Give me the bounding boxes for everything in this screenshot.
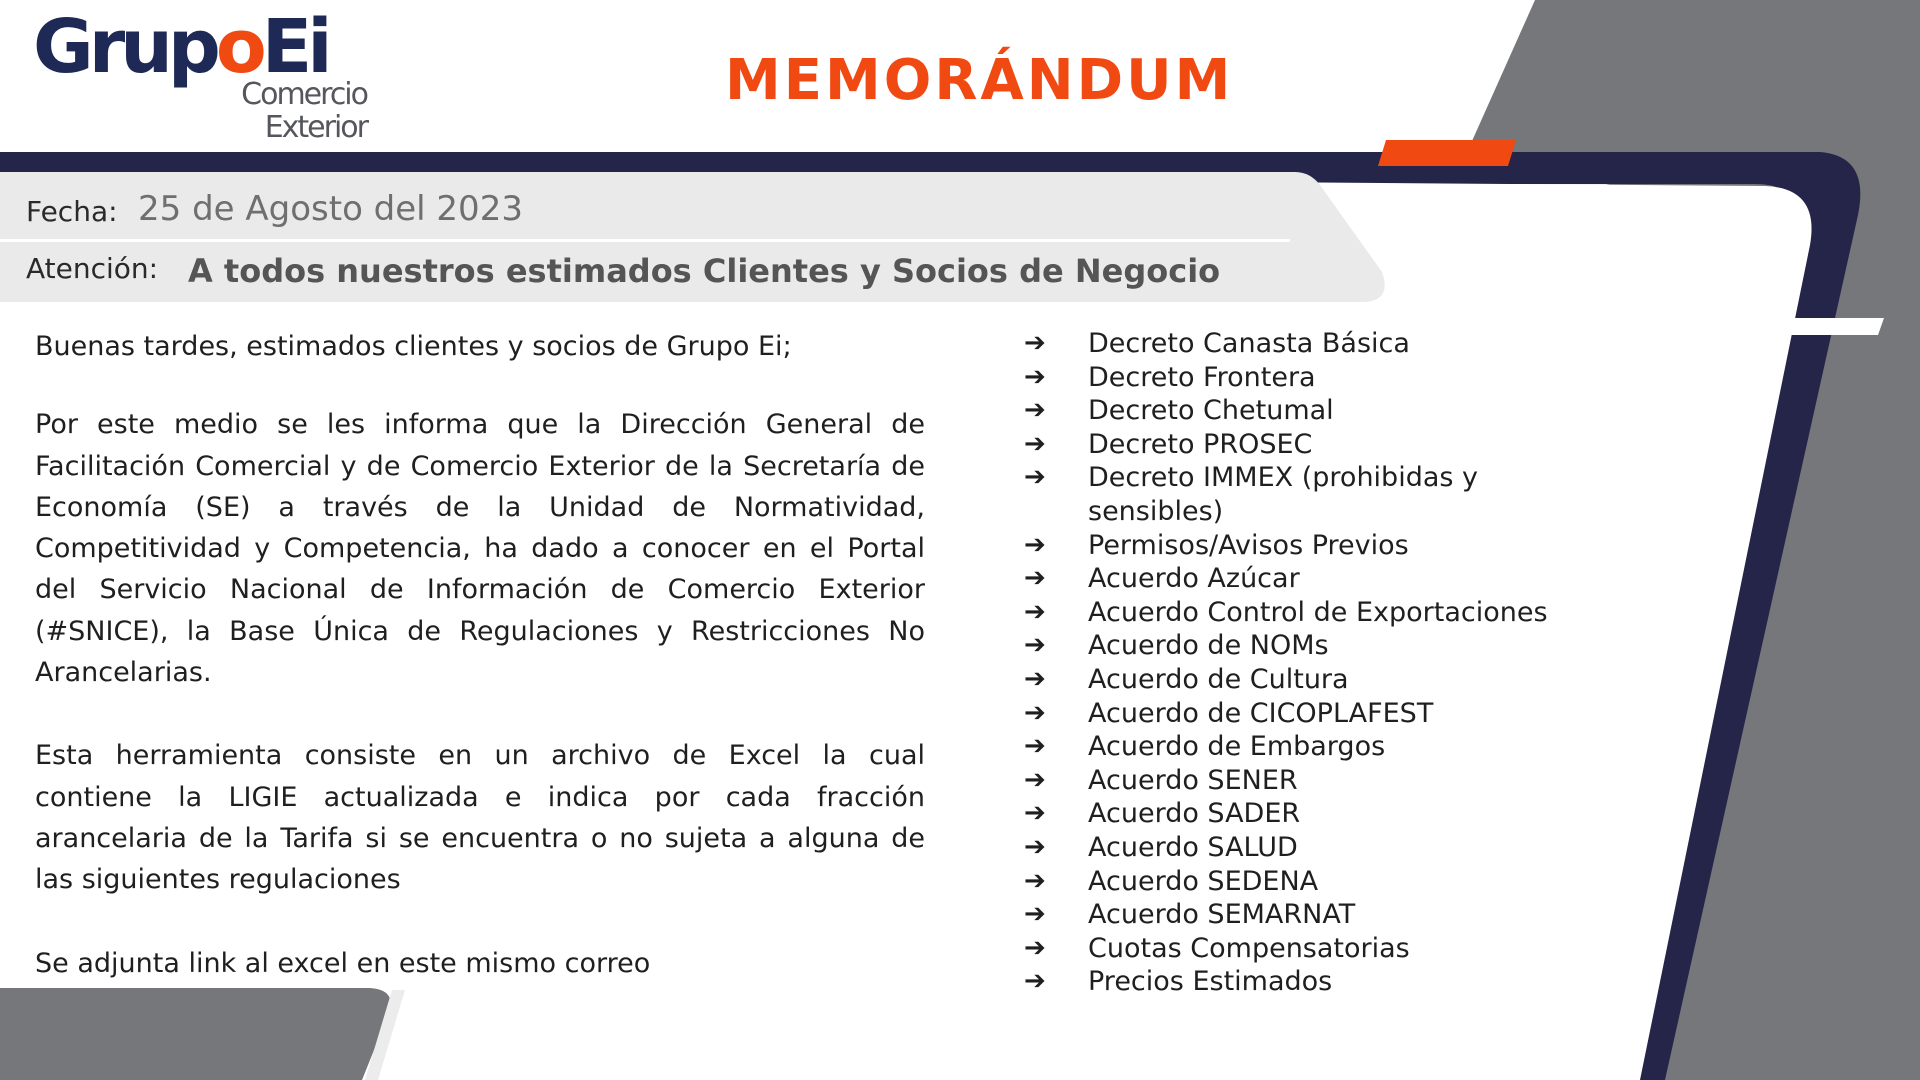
regulations-list: [1024, 327, 1584, 999]
list-item: [1024, 697, 1584, 731]
list-item: [1024, 663, 1584, 697]
arrow-right-icon: ➔: [1024, 798, 1046, 829]
arrow-right-icon: ➔: [1024, 831, 1046, 862]
list-item: [1024, 865, 1584, 899]
list-item: [1024, 596, 1584, 630]
list-item-label: Acuerdo SADER: [1088, 798, 1301, 830]
list-item-label: Acuerdo de Embargos: [1088, 731, 1386, 763]
list-item: [1024, 428, 1584, 462]
list-item: [1024, 730, 1584, 764]
arrow-right-icon: ➔: [1024, 428, 1046, 459]
list-item-label: Decreto Canasta Básica: [1088, 328, 1410, 359]
logo-wordmark: [33, 4, 328, 90]
list-item: [1024, 562, 1584, 596]
list-item: [1024, 394, 1584, 428]
list-item-label: Decreto PROSEC: [1088, 428, 1313, 460]
list-item-label: Acuerdo Control de Exportaciones: [1088, 596, 1548, 628]
arrow-right-icon: ➔: [1024, 966, 1046, 997]
list-item-label: Decreto Chetumal: [1088, 395, 1334, 427]
logo-subtitle-line2: Exterior: [264, 110, 367, 145]
date-label: Fecha:: [26, 195, 118, 228]
list-item-label: Acuerdo de Cultura: [1088, 663, 1349, 695]
arrow-right-icon: ➔: [1024, 361, 1046, 392]
date-value: 25 de Agosto del 2023: [138, 189, 523, 229]
list-item-label: Permisos/Avisos Previos: [1088, 529, 1409, 561]
arrow-right-icon: ➔: [1024, 596, 1046, 627]
list-item: [1024, 965, 1584, 999]
list-item: [1024, 764, 1584, 798]
paragraph-intro: Por este medio se les informa que la Dirección General de Facilitación Comercial y de Comercio Exterior de la Secretaría de Economía (SE) a través de la Unidad de Normatividad, Competitividad y Competencia, ha dado a conocer en el Portal del Servicio Nacional de Información de Comercio Exterior (#SNICE), la Base Única de Regulaciones y Restricciones No Arancelarias.: [35, 409, 925, 689]
list-item: [1024, 461, 1584, 528]
list-item-label: Precios Estimados: [1088, 966, 1333, 998]
arrow-right-icon: ➔: [1024, 328, 1046, 358]
greeting-text: Buenas tardes, estimados clientes y socios de Grupo Ei;: [35, 331, 792, 362]
company-logo: [33, 4, 367, 145]
bottom-left-shape: [0, 988, 391, 1080]
arrow-right-icon: ➔: [1024, 395, 1046, 426]
logo-text-ei: Ei: [261, 4, 328, 90]
logo-text-o: o: [215, 4, 262, 90]
arrow-right-icon: ➔: [1024, 630, 1046, 661]
list-item-label: Acuerdo SEDENA: [1088, 865, 1319, 897]
list-item: [1024, 327, 1584, 361]
orange-accent: [1378, 140, 1516, 166]
list-item-label: Acuerdo SEMARNAT: [1088, 899, 1356, 931]
memo-body: [35, 326, 925, 984]
arrow-right-icon: ➔: [1024, 865, 1046, 896]
logo-text-grup: Grup: [33, 4, 216, 90]
list-item-label: Acuerdo de CICOPLAFEST: [1088, 697, 1434, 729]
attention-value: A todos nuestros estimados Clientes y Socios de Negocio: [188, 252, 1221, 290]
arrow-right-icon: ➔: [1024, 697, 1046, 728]
list-item-label: Acuerdo Azúcar: [1088, 563, 1300, 595]
list-item-label: Decreto IMMEX (prohibidas y sensibles): [1088, 462, 1479, 527]
logo-subtitle: [241, 78, 367, 144]
list-item: [1024, 361, 1584, 395]
list-item: [1024, 831, 1584, 865]
page-title: MEMORÁNDUM: [725, 48, 1234, 113]
list-item: [1024, 629, 1584, 663]
paragraph-tool: Esta herramienta consiste en un archivo de Excel la cual contiene la LIGIE actualizada e indica por cada fracción arancelaria de la Tarifa si se encuentra o no sujeta a alguna de las siguientes regulaciones: [35, 740, 925, 896]
attention-label: Atención:: [26, 252, 159, 285]
list-item: [1024, 898, 1584, 932]
list-item: [1024, 932, 1584, 966]
list-item-label: Cuotas Compensatorias: [1088, 932, 1410, 964]
arrow-right-icon: ➔: [1024, 529, 1046, 560]
white-accent: [1776, 318, 1884, 335]
arrow-right-icon: ➔: [1024, 932, 1046, 963]
arrow-right-icon: ➔: [1024, 764, 1046, 795]
list-item-label: Decreto Frontera: [1088, 361, 1316, 393]
closing-text: Se adjunta link al excel en este mismo correo: [35, 947, 651, 979]
arrow-right-icon: ➔: [1024, 899, 1046, 930]
list-item-label: Acuerdo SALUD: [1088, 831, 1298, 863]
list-item-label: Acuerdo de NOMs: [1088, 630, 1329, 662]
arrow-right-icon: ➔: [1024, 563, 1046, 594]
list-item: [1024, 529, 1584, 563]
arrow-right-icon: ➔: [1024, 462, 1046, 493]
list-item-label: Acuerdo SENER: [1088, 764, 1298, 796]
header-divider: [0, 239, 1290, 242]
list-item: [1024, 797, 1584, 831]
arrow-right-icon: ➔: [1024, 731, 1046, 762]
logo-subtitle-line1: Comercio: [241, 77, 367, 112]
arrow-right-icon: ➔: [1024, 663, 1046, 694]
